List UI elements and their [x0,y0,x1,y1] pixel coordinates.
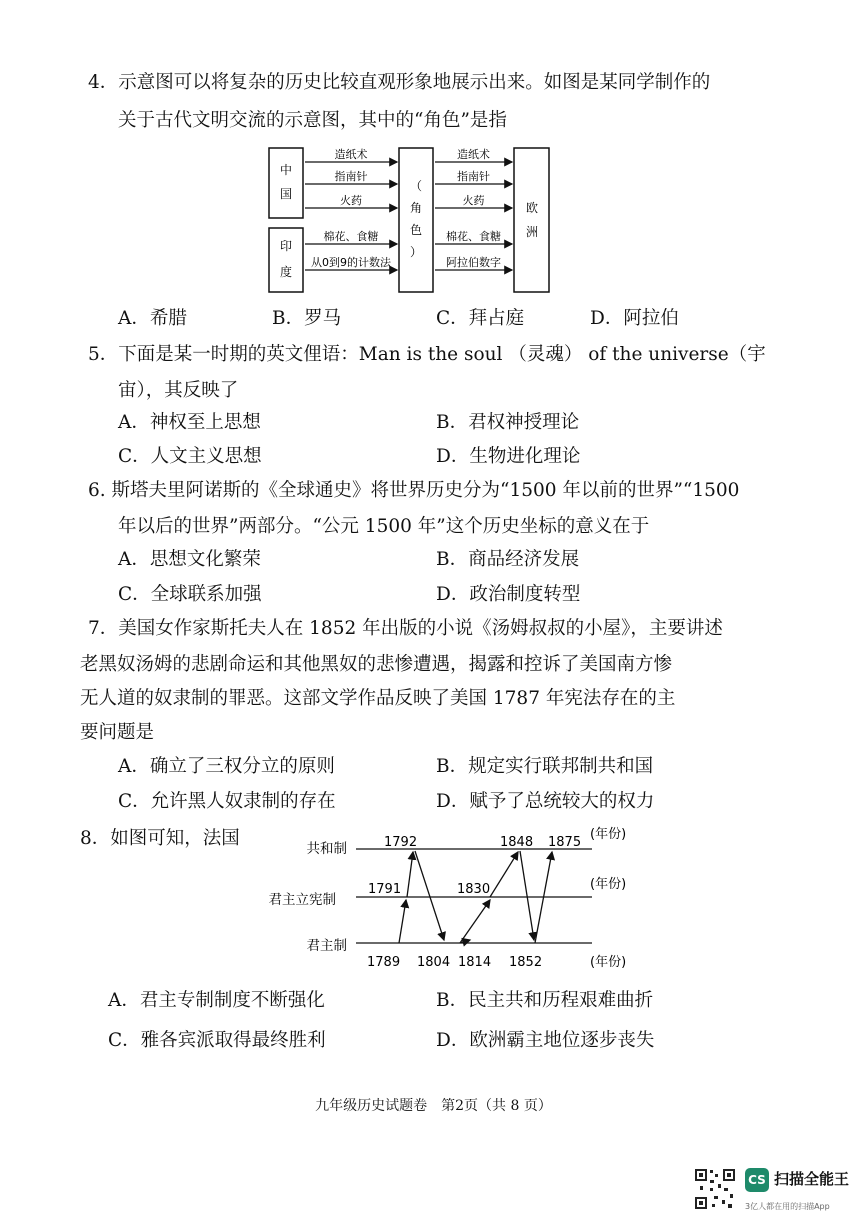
year-1791: 1791 [368,882,402,897]
q6-option-b[interactable]: B．商品经济发展 [436,549,580,570]
q4-option-d[interactable]: D．阿拉伯 [590,308,679,329]
q7-line4: 要问题是 [80,722,155,743]
china-box [269,148,303,218]
middle-label-1: （ [409,179,423,193]
right-flow-3-label: 棉花、食糖 [446,230,501,243]
scanner-logo-icon: CS [745,1168,769,1192]
q6-option-c[interactable]: C．全球联系加强 [118,584,262,605]
q7-option-d[interactable]: D．赋予了总统较大的权力 [436,791,655,812]
china-label-2: 国 [279,187,293,201]
scanner-brand: 扫描全能王 [774,1170,850,1188]
year-1814: 1814 [458,955,492,970]
q8-option-d[interactable]: D．欧洲霸主地位逐步丧失 [436,1030,655,1051]
year-1789: 1789 [367,955,401,970]
left-flow-1-label: 指南针 [334,170,368,183]
left-flow-3-label: 棉花、食糖 [323,230,379,243]
q6-line2: 年以后的世界”两部分。“公元 1500 年”这个历史坐标的意义在于 [118,516,650,537]
year-1875: 1875 [548,835,582,850]
china-label-1: 中 [279,163,293,177]
q8-option-a[interactable]: A．君主专制制度不断强化 [108,990,325,1011]
q4-diagram [262,140,562,300]
middle-label-3: 色 [409,223,423,237]
q8-stem: 8．如图可知，法国 [80,828,240,849]
q5-option-d[interactable]: D．生物进化理论 [436,446,581,467]
q8-option-b[interactable]: B．民主共和历程艰难曲折 [436,990,654,1011]
q7-line1: 7．美国女作家斯托夫人在 1852 年出版的小说《汤姆叔叔的小屋》，主要讲述 [88,618,723,639]
left-flow-2-label: 火药 [340,194,362,207]
right-flow-4-label: 阿拉伯数字 [446,256,501,269]
q4-line2: 关于古代文明交流的示意图，其中的“角色”是指 [118,110,507,131]
q8-option-c[interactable]: C．雅各宾派取得最终胜利 [108,1030,326,1051]
q6-option-d[interactable]: D．政治制度转型 [436,584,581,605]
europe-box [514,148,549,292]
q5-option-a[interactable]: A．神权至上思想 [118,412,261,433]
q4-option-a[interactable]: A．希腊 [118,308,187,329]
row-label-republic: 共和制 [306,841,347,857]
q7-option-c[interactable]: C．允许黑人奴隶制的存在 [118,791,336,812]
q6-option-a[interactable]: A．思想文化繁荣 [118,549,261,570]
right-flow-1-label: 指南针 [457,170,490,183]
q7-line2: 老黑奴汤姆的悲剧命运和其他黑奴的悲惨遭遇，揭露和控诉了美国南方惨 [80,654,673,675]
unit-label-top: (年份) [590,827,627,842]
q5-option-c[interactable]: C．人文主义思想 [118,446,262,467]
right-flow-0-label: 造纸术 [457,148,490,161]
scanner-tagline: 3亿人都在用的扫描App [745,1202,830,1211]
middle-box [399,148,433,292]
year-1804: 1804 [417,955,451,970]
row-label-constitutional: 君主立宪制 [268,892,336,908]
left-flow-4-label: 从0到9的计数法 [311,256,391,269]
unit-label-bottom: (年份) [590,955,627,970]
page-footer: 九年级历史试题卷 第2页（共 8 页） [315,1098,552,1114]
q7-option-a[interactable]: A．确立了三权分立的原则 [118,756,335,777]
right-flow-2-label: 火药 [462,194,485,207]
q8-timeline-diagram [250,822,640,974]
qr-code-icon [694,1168,736,1210]
middle-label-4: ） [409,245,423,259]
q4-option-c[interactable]: C．拜占庭 [436,308,525,329]
q7-option-b[interactable]: B．规定实行联邦制共和国 [436,756,654,777]
q6-line1: 6. 斯塔夫里阿诺斯的《全球通史》将世界历史分为“1500 年以前的世界”“1500 [88,480,740,501]
india-label-1: 印 [279,239,293,253]
q4-option-b[interactable]: B．罗马 [272,308,342,329]
year-1848: 1848 [500,835,534,850]
row-label-monarchy: 君主制 [306,938,347,954]
year-1792: 1792 [384,835,418,850]
q5-line1: 5．下面是某一时期的英文俚语：Man is the soul （灵魂） of the universe（宇 [88,344,766,365]
europe-label-2: 洲 [525,225,539,239]
q5-option-b[interactable]: B．君权神授理论 [436,412,580,433]
q5-line2: 宙），其反映了 [118,380,239,401]
q7-line3: 无人道的奴隶制的罪恶。这部文学作品反映了美国 1787 年宪法存在的主 [80,688,676,709]
year-1830: 1830 [457,882,491,897]
q4-line1: 4．示意图可以将复杂的历史比较直观形象地展示出来。如图是某同学制作的 [88,72,711,93]
europe-label-1: 欧 [525,201,539,215]
india-box [269,228,303,292]
unit-label-mid: (年份) [590,877,627,892]
india-label-2: 度 [279,265,293,279]
middle-label-2: 角 [409,201,423,215]
left-flow-0-label: 造纸术 [334,148,368,161]
year-1852: 1852 [509,955,543,970]
